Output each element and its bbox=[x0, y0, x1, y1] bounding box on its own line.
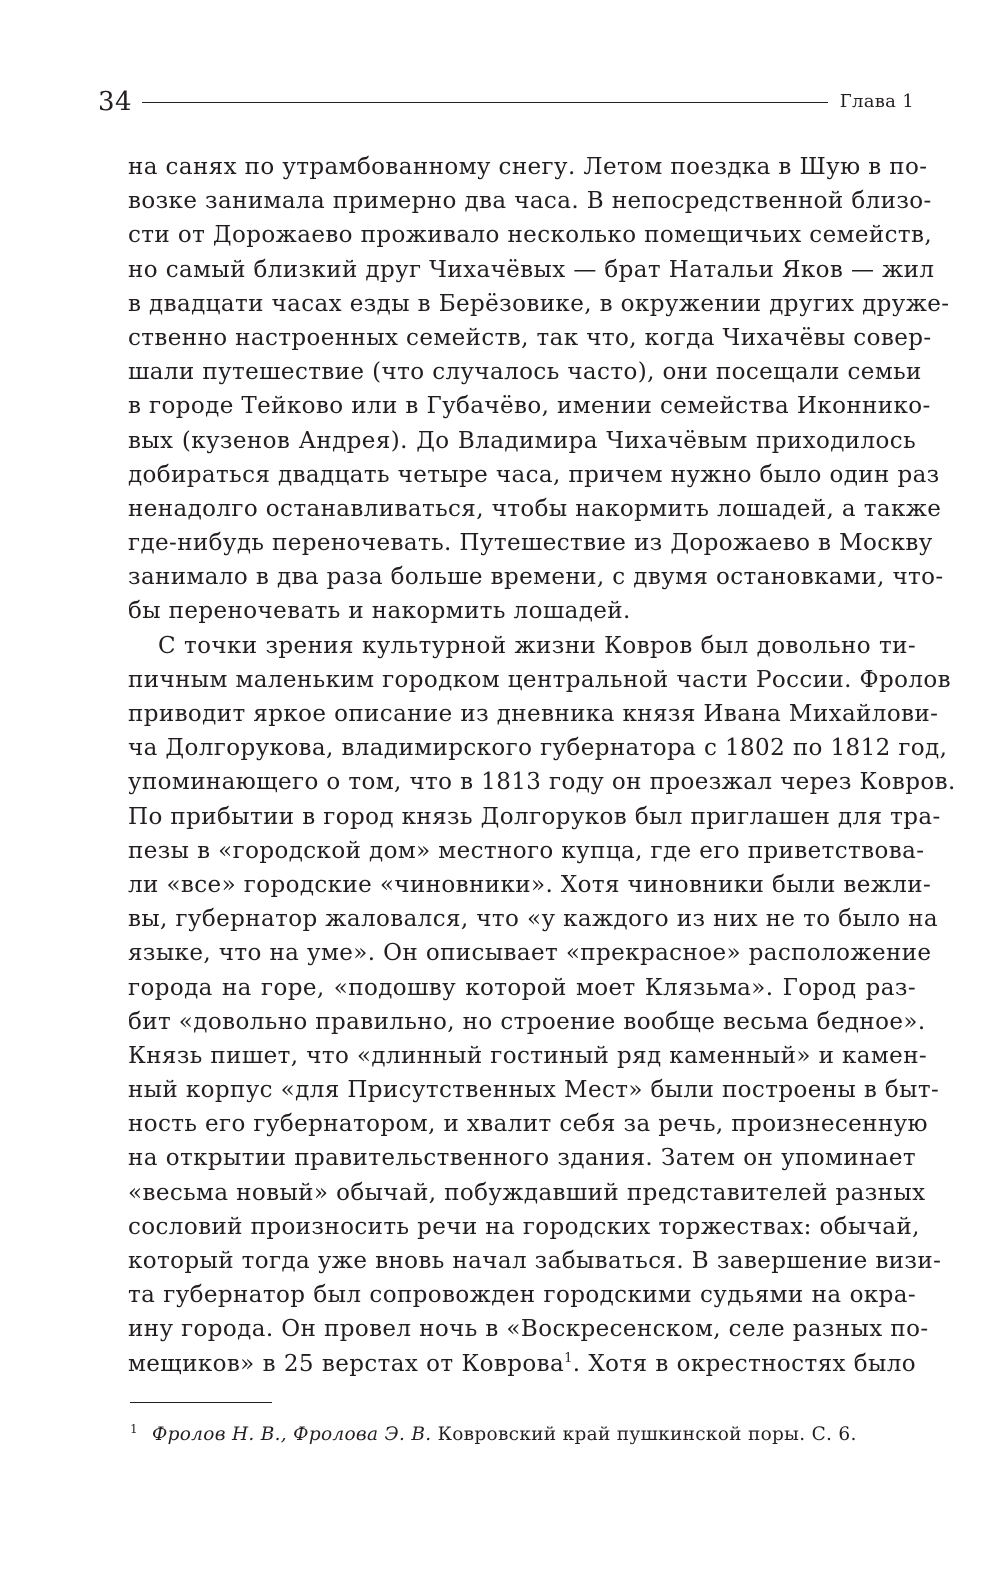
text-line: города на горе, «подошву которой моет Клязьма». Город раз- bbox=[128, 974, 916, 1001]
text-line: но самый близкий друг Чихачёвых — брат Натальи Яков — жил bbox=[128, 256, 935, 283]
text-line: ненадолго останавливаться, чтобы накормить лошадей, а также bbox=[128, 495, 942, 522]
text-line: пезы в «городской дом» местного купца, где его приветствова- bbox=[128, 837, 925, 864]
text-line: добираться двадцать четыре часа, причем нужно было один раз bbox=[128, 461, 940, 488]
text-line: вых (кузенов Андрея). До Владимира Чихачёвым приходилось bbox=[128, 427, 916, 454]
running-head: Глава 1 bbox=[839, 91, 914, 112]
text-line: на открытии правительственного здания. Затем он упоминает bbox=[128, 1145, 916, 1172]
text-line: в городе Тейково или в Губачёво, имении семейства Иконнико- bbox=[128, 393, 931, 420]
text-line: приводит яркое описание из дневника князя Ивана Михайлови- bbox=[128, 701, 939, 727]
paragraph-start-line: С точки зрения культурной жизни Ковров был довольно ти- bbox=[158, 632, 916, 659]
text-line: ственно настроенных семейств, так что, когда Чихачёвы совер- bbox=[128, 324, 932, 351]
text-line: где-нибудь переночевать. Путешествие из Дорожаево в Москву bbox=[128, 530, 933, 557]
footnote-separator bbox=[130, 1402, 272, 1403]
text-line: та губернатор был сопровожден городскими судьями на окра- bbox=[128, 1282, 916, 1309]
text-line: шали путешествие (что случалось часто), они посещали семьи bbox=[128, 359, 922, 386]
text-line: вы, губернатор жаловался, что «у каждого из них не то было на bbox=[128, 906, 938, 933]
page-number: 34 bbox=[98, 87, 133, 117]
text-line: ли «все» городские «чиновники». Хотя чиновники были вежли- bbox=[128, 871, 932, 898]
text-line: сти от Дорожаево проживало несколько помещичьих семейств, bbox=[128, 222, 933, 249]
text-line: ину города. Он провел ночь в «Воскресенском, селе разных по- bbox=[128, 1316, 929, 1343]
text-line: По прибытии в город князь Долгоруков был приглашен для тра- bbox=[128, 803, 941, 830]
page-header bbox=[98, 84, 914, 120]
text-fragment: мещиков» в 25 верстах от Коврова bbox=[128, 1350, 565, 1377]
body-text bbox=[128, 150, 956, 1381]
text-line: упоминающего о том, что в 1813 году он проезжал через Ковров. bbox=[128, 769, 956, 796]
footnote-marker: 1 bbox=[130, 1422, 138, 1436]
footnote-text: Ковровский край пушкинской поры. С. 6. bbox=[431, 1424, 857, 1445]
text-line: пичным маленьким городком центральной части России. Фролов bbox=[128, 666, 951, 693]
text-line: сословий произносить речи на городских торжествах: обычай, bbox=[128, 1213, 920, 1240]
text-line: на санях по утрамбованному снегу. Летом поездка в Шую в по- bbox=[128, 154, 928, 180]
text-line: который тогда уже вновь начал забываться. В завершение визи- bbox=[128, 1248, 942, 1274]
text-line: в двадцати часах езды в Берёзовике, в окружении других друже- bbox=[128, 290, 950, 317]
header-rule bbox=[142, 102, 828, 103]
text-line: бы переночевать и накормить лошадей. bbox=[128, 598, 631, 625]
footnote-authors: Фролов Н. В., Фролова Э. В. bbox=[151, 1424, 432, 1445]
text-fragment: . Хотя в окрестностях было bbox=[572, 1350, 916, 1377]
text-line: возке занимала примерно два часа. В непосредственной близо- bbox=[128, 188, 932, 215]
text-line: языке, что на уме». Он описывает «прекрасное» расположение bbox=[128, 940, 932, 967]
text-line: занимало в два раза больше времени, с двумя остановками, что- bbox=[128, 564, 944, 591]
text-line: «весьма новый» обычай, побуждавший представителей разных bbox=[128, 1179, 926, 1206]
text-line: ный корпус «для Присутственных Мест» были построены в быт- bbox=[128, 1077, 940, 1104]
footnote bbox=[130, 1416, 916, 1448]
text-line: ность его губернатором, и хвалит себя за речь, произнесенную bbox=[128, 1111, 928, 1138]
text-line: бит «довольно правильно, но строение вообще весьма бедное». bbox=[128, 1008, 926, 1035]
footnote-reference[interactable]: 1 bbox=[564, 1350, 573, 1366]
text-line-with-footnote-ref bbox=[128, 1347, 916, 1381]
text-line: ча Долгорукова, владимирского губернатора с 1802 по 1812 год, bbox=[128, 735, 948, 762]
text-line: Князь пишет, что «длинный гостиный ряд каменный» и камен- bbox=[128, 1042, 928, 1069]
